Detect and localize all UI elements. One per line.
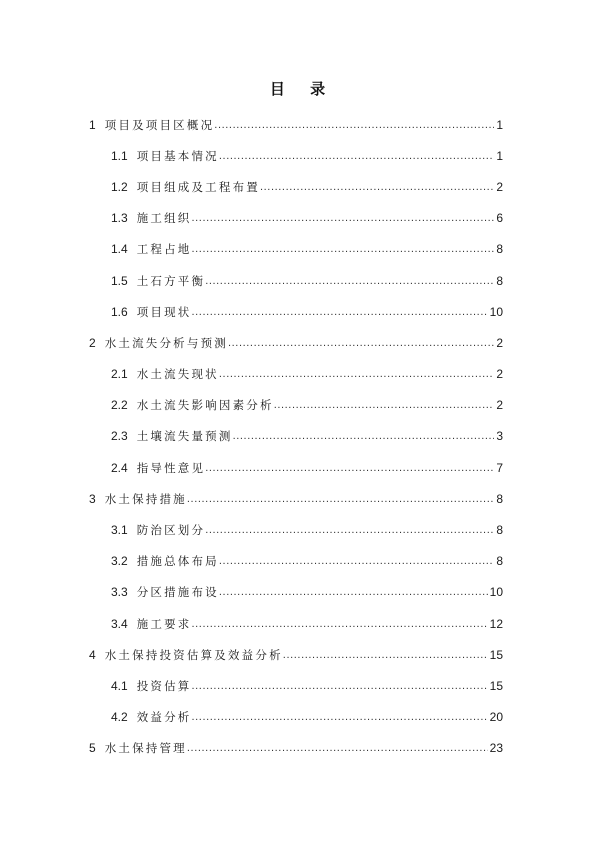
toc-entry-number: 2.1 xyxy=(111,367,128,382)
dot-leader xyxy=(192,242,495,256)
toc-entry-label: 措施总体布局 xyxy=(136,554,219,569)
toc-entry-label: 分区措施布设 xyxy=(136,585,219,600)
toc-entry-4-1[interactable] xyxy=(0,670,595,701)
toc-entry-2-1[interactable] xyxy=(0,359,595,390)
dot-leader xyxy=(192,305,488,319)
toc-entry-page: 10 xyxy=(489,304,503,319)
dot-leader xyxy=(192,710,488,724)
toc-entry-label: 防治区划分 xyxy=(136,523,206,538)
toc-entry-label: 土石方平衡 xyxy=(136,273,206,288)
toc-entry-label: 项目组成及工程布置 xyxy=(136,179,260,194)
toc-entry-4-2[interactable] xyxy=(0,702,595,733)
toc-entry-label: 水土流失影响因素分析 xyxy=(136,398,274,413)
toc-entry-1-1[interactable] xyxy=(0,140,595,171)
toc-entry-1-2[interactable] xyxy=(0,171,595,202)
toc-entry-2-3[interactable] xyxy=(0,421,595,452)
toc-entry-page: 6 xyxy=(496,211,503,226)
dot-leader xyxy=(205,523,494,537)
dot-leader xyxy=(192,617,488,631)
toc-entry-number: 5 xyxy=(89,741,96,756)
dot-leader xyxy=(219,554,494,568)
toc-entry-page: 10 xyxy=(489,585,503,600)
toc-entry-page: 2 xyxy=(496,367,503,382)
toc-entry-3-1[interactable] xyxy=(0,514,595,545)
toc-entry-number: 1.1 xyxy=(111,148,128,163)
toc-entry-label: 项目基本情况 xyxy=(136,148,219,163)
toc-entry-number: 1.3 xyxy=(111,211,128,226)
toc-entry-3-3[interactable] xyxy=(0,577,595,608)
dot-leader xyxy=(205,461,494,475)
dot-leader xyxy=(214,118,494,132)
toc-entry-page: 23 xyxy=(489,741,503,756)
toc-entry-1-6[interactable] xyxy=(0,296,595,327)
dot-leader xyxy=(283,648,488,662)
toc-entry-number: 1.2 xyxy=(111,179,128,194)
dot-leader xyxy=(219,585,488,599)
toc-entry-page: 1 xyxy=(496,148,503,163)
toc-entry-2-4[interactable] xyxy=(0,452,595,483)
toc-entry-number: 3.4 xyxy=(111,616,128,631)
toc-entry-page: 2 xyxy=(496,335,503,350)
toc-entry-1-4[interactable] xyxy=(0,234,595,265)
toc-entry-label: 施工要求 xyxy=(136,616,192,631)
toc-entry-number: 2.2 xyxy=(111,398,128,413)
toc-entry-label: 水土保持投资估算及效益分析 xyxy=(104,647,283,662)
dot-leader xyxy=(205,274,494,288)
toc-entry-label: 土壤流失量预测 xyxy=(136,429,233,444)
dot-leader xyxy=(219,149,494,163)
toc-entry-number: 3.1 xyxy=(111,523,128,538)
toc-entry-page: 8 xyxy=(496,242,503,257)
toc-entry-number: 1.6 xyxy=(111,304,128,319)
toc-entry-3[interactable] xyxy=(0,483,595,514)
toc-entry-1[interactable] xyxy=(0,109,595,140)
toc-title: 目 录 xyxy=(269,80,336,98)
toc-entry-number: 1.4 xyxy=(111,242,128,257)
toc-entry-page: 8 xyxy=(496,523,503,538)
dot-leader xyxy=(228,336,494,350)
dot-leader xyxy=(192,211,495,225)
toc-entry-number: 4.2 xyxy=(111,710,128,725)
dot-leader xyxy=(187,492,494,506)
toc-entry-5[interactable] xyxy=(0,733,595,764)
toc-entry-number: 3.3 xyxy=(111,585,128,600)
toc-entry-1-3[interactable] xyxy=(0,203,595,234)
toc-entry-page: 7 xyxy=(496,460,503,475)
dot-leader xyxy=(260,180,494,194)
toc-entry-number: 4 xyxy=(89,647,96,662)
toc-entry-page: 8 xyxy=(496,491,503,506)
toc-entry-3-2[interactable] xyxy=(0,546,595,577)
toc-entry-page: 12 xyxy=(489,616,503,631)
dot-leader xyxy=(192,679,488,693)
toc-entry-page: 2 xyxy=(496,398,503,413)
dot-leader xyxy=(187,741,488,755)
dot-leader xyxy=(233,429,495,443)
toc-entry-label: 效益分析 xyxy=(136,710,192,725)
toc-entry-label: 项目及项目区概况 xyxy=(104,117,215,132)
table-of-contents xyxy=(0,109,595,764)
toc-entry-label: 水土流失现状 xyxy=(136,367,219,382)
toc-entry-number: 4.1 xyxy=(111,678,128,693)
toc-entry-2-2[interactable] xyxy=(0,390,595,421)
toc-entry-1-5[interactable] xyxy=(0,265,595,296)
toc-entry-label: 工程占地 xyxy=(136,242,192,257)
dot-leader xyxy=(219,367,494,381)
toc-entry-4[interactable] xyxy=(0,639,595,670)
toc-entry-number: 2.3 xyxy=(111,429,128,444)
toc-entry-number: 2.4 xyxy=(111,460,128,475)
toc-entry-page: 8 xyxy=(496,554,503,569)
toc-entry-number: 1.5 xyxy=(111,273,128,288)
toc-entry-label: 水土流失分析与预测 xyxy=(104,335,228,350)
dot-leader xyxy=(274,398,495,412)
toc-entry-page: 2 xyxy=(496,179,503,194)
toc-entry-label: 施工组织 xyxy=(136,211,192,226)
toc-entry-label: 项目现状 xyxy=(136,304,192,319)
toc-entry-label: 水土保持管理 xyxy=(104,741,187,756)
toc-entry-page: 15 xyxy=(489,678,503,693)
toc-entry-label: 投资估算 xyxy=(136,678,192,693)
toc-entry-number: 2 xyxy=(89,335,96,350)
toc-entry-3-4[interactable] xyxy=(0,608,595,639)
toc-entry-label: 水土保持措施 xyxy=(104,491,187,506)
toc-entry-page: 15 xyxy=(489,647,503,662)
toc-entry-number: 1 xyxy=(89,117,96,132)
toc-entry-label: 指导性意见 xyxy=(136,460,206,475)
toc-entry-number: 3 xyxy=(89,491,96,506)
toc-entry-page: 20 xyxy=(489,710,503,725)
toc-entry-2[interactable] xyxy=(0,327,595,358)
toc-entry-page: 8 xyxy=(496,273,503,288)
toc-entry-page: 1 xyxy=(496,117,503,132)
toc-entry-number: 3.2 xyxy=(111,554,128,569)
toc-entry-page: 3 xyxy=(496,429,503,444)
